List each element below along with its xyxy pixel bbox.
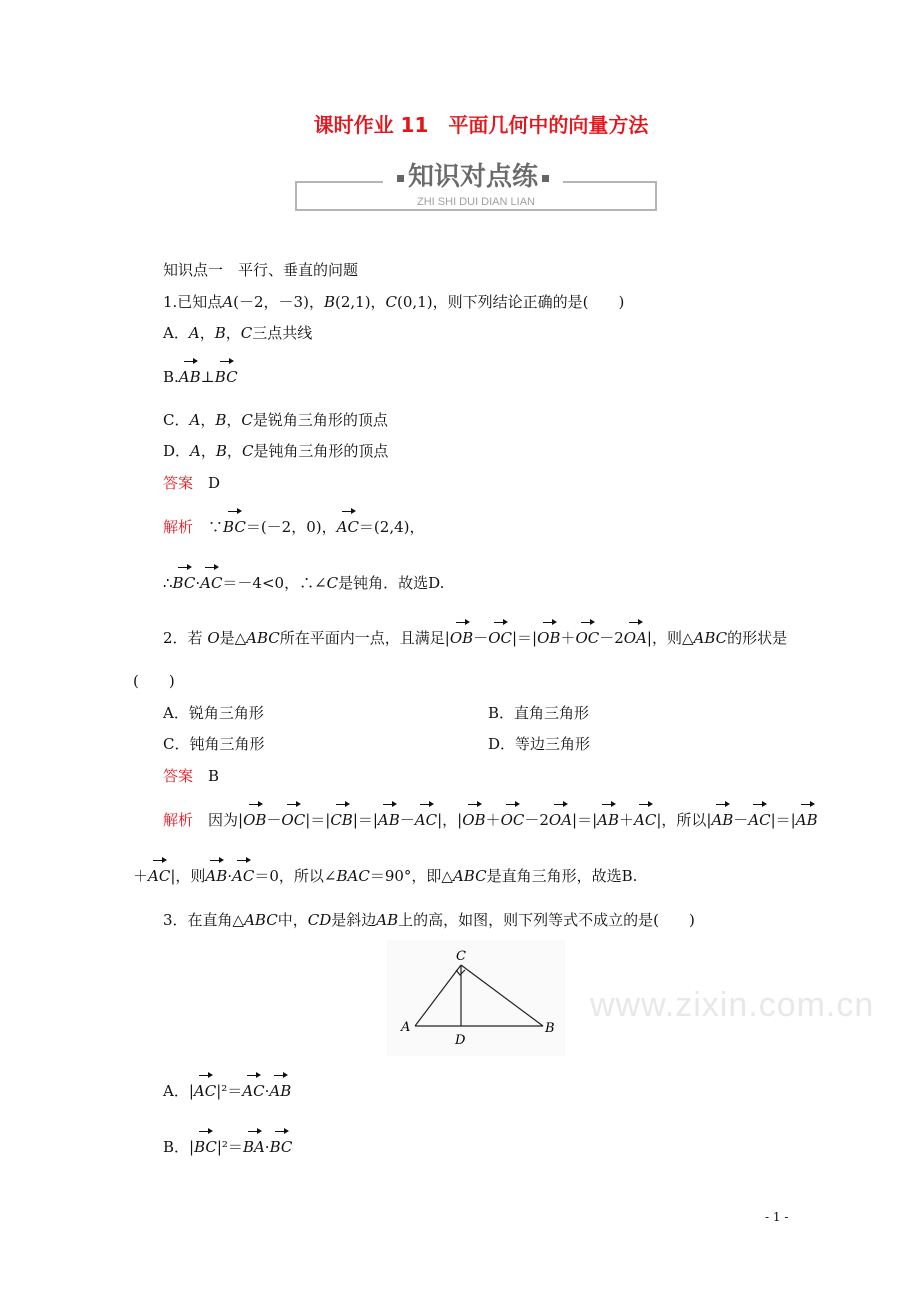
vector-symbol: OA (623, 629, 647, 647)
vector-symbol: AC (634, 811, 657, 829)
text-line (163, 473, 220, 493)
vector-symbol: AB (269, 1082, 292, 1100)
vector-symbol: OC (500, 811, 525, 829)
triangle-diagram (387, 940, 565, 1056)
text-run: |＝| (352, 811, 378, 829)
text-run: |²＝ (216, 1082, 243, 1100)
text-run: B. (163, 368, 179, 386)
text-run: ⊥ (200, 368, 215, 386)
text-line (163, 766, 219, 786)
text-run: ＋ (619, 811, 635, 829)
vector-symbol: AC (748, 811, 771, 829)
text-line (163, 703, 264, 723)
text-run: (0,1)，则下列结论正确的是( ) (397, 293, 625, 311)
text-run: ， (226, 411, 242, 429)
math-variable: ABC (246, 629, 280, 647)
text-line (163, 628, 787, 648)
text-run: 知识点一 平行、垂直的问题 (163, 261, 359, 279)
vector-symbol: AB (178, 368, 201, 386)
text-run: D．等边三角形 (488, 735, 591, 753)
text-run: 三点共线 (252, 324, 313, 342)
text-run: 中， (277, 911, 308, 929)
text-run: ＋ (485, 811, 501, 829)
text-run: 因为| (193, 811, 244, 829)
text-run: ∴ (163, 574, 173, 592)
math-variable: CD (307, 911, 332, 929)
text-run: ， (226, 442, 242, 460)
text-line (163, 517, 424, 537)
math-variable: C (326, 574, 339, 592)
vector-symbol: AB (597, 811, 619, 829)
text-run: D (193, 474, 221, 492)
page-title: 课时作业 11 平面几何中的向量方法 (313, 113, 649, 137)
text-run: － (473, 629, 489, 647)
vector-symbol: BC (172, 574, 196, 592)
text-run: (－2，－3)， (233, 293, 324, 311)
text-run: · (195, 574, 201, 592)
text-run: － (399, 811, 415, 829)
text-line (163, 573, 444, 593)
text-run: 是锐角三角形的顶点 (252, 411, 388, 429)
vector-symbol: OC (575, 629, 600, 647)
vector-symbol: AC (414, 811, 438, 829)
text-line (163, 1081, 291, 1101)
text-run: |，| (437, 811, 463, 829)
text-run: |²＝ (216, 1138, 243, 1156)
text-run: ＝(2,4)， (358, 518, 425, 536)
vector-symbol: AB (377, 811, 400, 829)
section-banner-subtitle: ZHI SHI DUI DIAN LIAN (417, 196, 535, 208)
vector-symbol: OA (548, 811, 573, 829)
text-run: B (193, 767, 220, 785)
math-variable: ABC (452, 867, 487, 885)
text-line (488, 734, 590, 754)
text-run: 是直角三角形，故选B. (486, 867, 638, 885)
text-line (163, 910, 695, 930)
text-run: －2 (599, 629, 624, 647)
text-run: A． (163, 324, 189, 342)
vector-symbol: AC (200, 574, 223, 592)
text-run: (2,1)， (334, 293, 386, 311)
text-run: |＝| (305, 811, 331, 829)
math-variable: C (241, 442, 254, 460)
answer-label: 答案 (163, 767, 194, 785)
vector-symbol: OB (243, 811, 267, 829)
vector-symbol: OB (462, 811, 486, 829)
answer-label: 解析 (163, 518, 194, 536)
text-run: |，则△ (646, 629, 694, 647)
vector-symbol: AB (711, 811, 734, 829)
text-run: B．直角三角形 (488, 704, 590, 722)
text-line (163, 323, 312, 343)
vector-symbol: BC (214, 368, 238, 386)
text-line (163, 734, 264, 754)
text-run: ＋ (560, 629, 576, 647)
text-run: |，所以| (656, 811, 712, 829)
vector-symbol: OB (537, 629, 561, 647)
text-run: C． (163, 411, 190, 429)
square-bullet-icon (542, 175, 549, 182)
text-line (163, 810, 818, 830)
banner-rule-right (555, 181, 655, 183)
text-run: ＝0，所以∠ (254, 867, 337, 885)
math-variable: A (190, 442, 201, 460)
text-run: A．| (163, 1082, 194, 1100)
vector-symbol: BC (269, 1138, 293, 1156)
vector-symbol: CB (330, 811, 353, 829)
triangle-figure (387, 940, 565, 1056)
math-variable: A (189, 411, 201, 429)
text-run: |＝| (572, 811, 598, 829)
text-line (163, 260, 358, 280)
text-run: |＝| (770, 811, 796, 829)
vector-symbol: AC (242, 1082, 265, 1100)
text-run: 1.已知点 (163, 293, 223, 311)
text-run: ∵ (193, 518, 224, 536)
text-run: 的形状是 (727, 629, 788, 647)
math-variable: B (323, 293, 335, 311)
text-run: 是钝角．故选D. (338, 574, 445, 592)
text-run: 是△ (219, 629, 247, 647)
vector-symbol: OB (449, 629, 474, 647)
math-variable: ABC (693, 629, 728, 647)
vector-symbol: AC (232, 867, 255, 885)
vector-symbol: AB (205, 867, 228, 885)
vector-symbol: BC (223, 518, 246, 536)
text-line (133, 866, 637, 886)
math-variable: ABC (244, 911, 278, 929)
label-d: D (455, 1033, 466, 1048)
text-line (163, 410, 388, 430)
text-line (163, 292, 624, 312)
vector-symbol: AB (795, 811, 818, 829)
square-bullet-icon (397, 175, 404, 182)
text-run: · (264, 1082, 270, 1100)
vector-symbol: AC (336, 518, 359, 536)
math-variable: A (222, 293, 234, 311)
banner-rule-left (295, 181, 395, 183)
math-variable: C (385, 293, 398, 311)
text-run: ， (200, 411, 216, 429)
text-run: 2．若 (163, 629, 208, 647)
text-line (163, 1137, 292, 1157)
math-variable: BAC (336, 867, 370, 885)
text-run: |＝| (511, 629, 538, 647)
text-run: 3．在直角△ (163, 911, 245, 929)
page-number: - 1 - (765, 1210, 789, 1224)
text-line (133, 671, 175, 691)
text-run: 是斜边 (331, 911, 377, 929)
math-variable: C (241, 411, 253, 429)
text-run: · (227, 867, 233, 885)
section-banner-heading (383, 163, 563, 191)
label-a: A (401, 1020, 411, 1035)
text-run: － (733, 811, 749, 829)
math-variable: B (214, 324, 226, 342)
text-run: ， (199, 324, 215, 342)
text-line (163, 441, 388, 461)
text-run: ＝－4<0，∴∠ (222, 574, 327, 592)
text-run: ， (200, 442, 216, 460)
math-variable: C (240, 324, 253, 342)
text-run: ＋ (133, 867, 149, 885)
math-variable: B (215, 442, 227, 460)
text-run: 上的高，如图，则下列等式不成立的是( ) (398, 911, 695, 929)
vector-symbol: AC (148, 867, 171, 885)
vector-symbol: OC (488, 629, 512, 647)
text-run: ， (225, 324, 241, 342)
math-variable: AB (376, 911, 399, 929)
text-run: － (266, 811, 282, 829)
text-run: ＝90°，即△ (369, 867, 453, 885)
text-run: C．钝角三角形 (163, 735, 265, 753)
text-run: D． (163, 442, 191, 460)
math-variable: B (215, 411, 227, 429)
answer-label: 解析 (163, 811, 194, 829)
label-b: B (545, 1021, 555, 1036)
text-line (163, 367, 238, 387)
vector-symbol: AC (193, 1082, 217, 1100)
vector-symbol: OC (281, 811, 306, 829)
answer-label: 答案 (163, 474, 194, 492)
banner-heading-text: 知识对点练 (407, 162, 538, 192)
text-run: |，则 (170, 867, 206, 885)
text-run: －2 (524, 811, 549, 829)
vector-symbol: BC (194, 1138, 217, 1156)
math-variable: O (207, 629, 220, 647)
vector-symbol: BA (242, 1138, 265, 1156)
text-run: ＝(－2，0)， (245, 518, 337, 536)
text-line (488, 703, 589, 723)
text-run: 是钝角三角形的顶点 (253, 442, 389, 460)
text-run: ( ) (133, 672, 175, 690)
text-run: · (264, 1138, 270, 1156)
text-run: A．锐角三角形 (163, 704, 264, 722)
label-c: C (456, 949, 466, 964)
math-variable: A (188, 324, 200, 342)
watermark: www.zixin.com.cn (590, 986, 875, 1024)
text-run: B．| (163, 1138, 195, 1156)
text-run: 所在平面内一点，且满足| (279, 629, 450, 647)
